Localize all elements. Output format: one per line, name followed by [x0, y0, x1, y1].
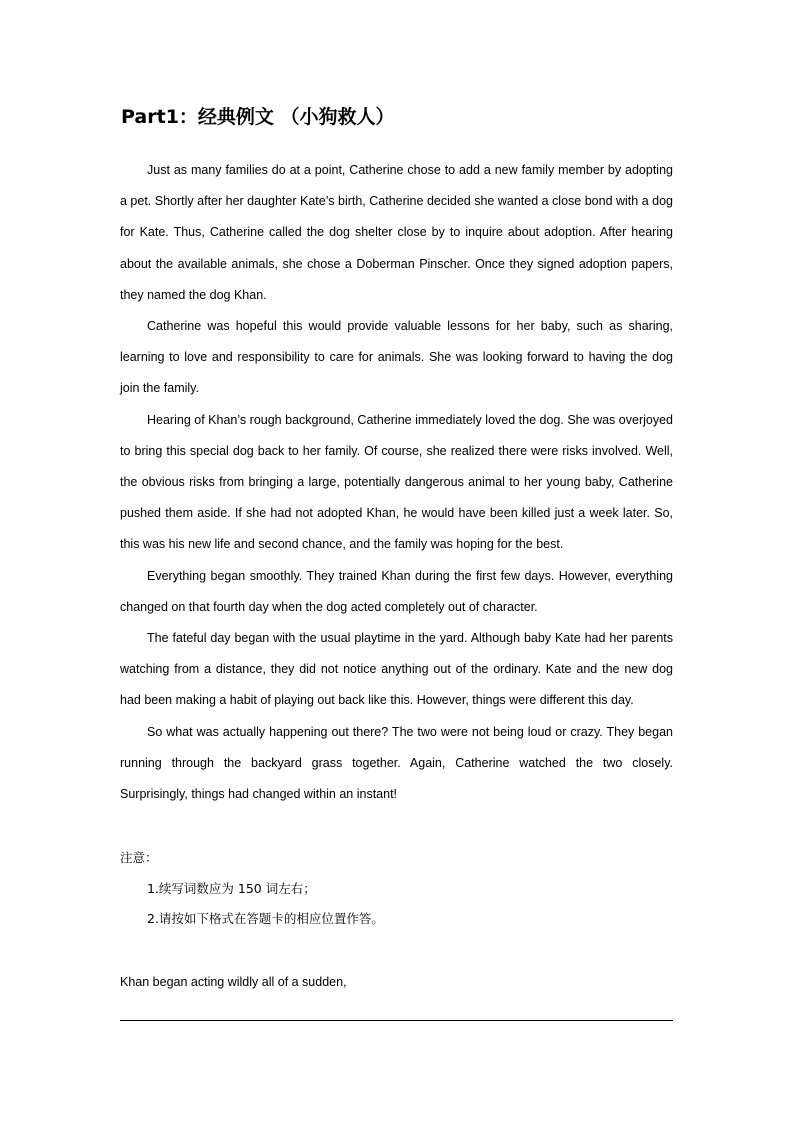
- notes-heading: 注意：: [120, 850, 158, 865]
- story-body: [120, 155, 673, 810]
- paragraph-4: Everything began smoothly. They trained Khan during the first few days. However, everything changed on that fourth day when the dog acted completely out of character.: [120, 568, 673, 614]
- paragraph-3: Hearing of Khan’s rough background, Catherine immediately loved the dog. She was overjoyed to bring this special dog back to her family. Of course, she realized there were risks involved. Well, the obvious risks from bringing a large, potentially dangerous animal to her young baby, Catherine pushed them aside. If she had not adopted Khan, he would have been killed just a week later. So, this was his new life and second chance, and the family was hoping for the best.: [120, 412, 673, 552]
- paragraph-6: So what was actually happening out there? The two were not being loud or crazy. They began running through the backyard grass together. Again, Catherine watched the two closely. Surprisingly, things had changed within an instant!: [120, 724, 673, 802]
- paragraph-2: Catherine was hopeful this would provide valuable lessons for her baby, such as sharing, learning to love and responsibility to care for animals. She was looking forward to having the dog join the family.: [120, 319, 673, 396]
- continuation-prompt: Khan began acting wildly all of a sudden,: [120, 975, 347, 989]
- note-item-word-count: 1.续写词数应为 150 词左右；: [147, 881, 316, 896]
- page-title: Part1：经典例文 （小狗救人）: [121, 106, 395, 128]
- note-item-answer-format: 2.请按如下格式在答题卡的相应位置作答。: [147, 911, 384, 926]
- answer-line: [120, 1020, 673, 1021]
- paragraph-5: The fateful day began with the usual playtime in the yard. Although baby Kate had her parents watching from a distance, they did not notice anything out of the ordinary. Kate and the new dog had been making a habit of playing out back like this. However, things were different this day.: [120, 631, 673, 708]
- paragraph-1: Just as many families do at a point, Catherine chose to add a new family member by adopting a pet. Shortly after her daughter Kate’s birth, Catherine decided she wanted a close bond with a dog for Kate. Thus, Catherine called the dog shelter close by to inquire about adoption. After hearing about the available animals, she chose a Doberman Pinscher. Once they signed adoption papers, they named the dog Khan.: [120, 163, 673, 302]
